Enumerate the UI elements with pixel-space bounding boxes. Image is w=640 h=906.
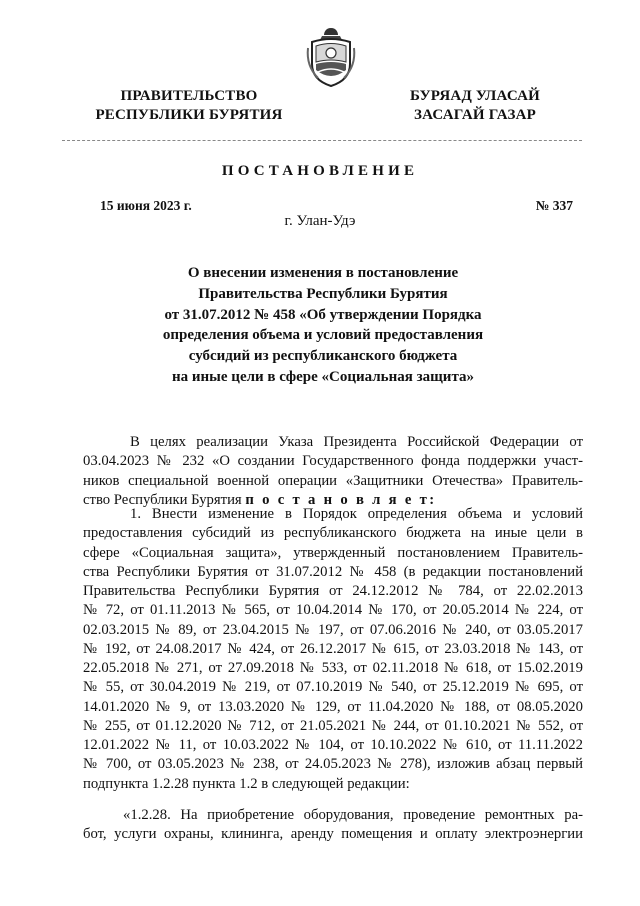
title-line: О внесении изменения в постановление bbox=[187, 265, 459, 281]
text-line: № 55, от 30.04.2019 № 219, от 07.10.2019 № 540, от 25.12.2019 № 695, от bbox=[83, 679, 583, 696]
text-line: ства Республики Бурятия от 31.07.2012 № 458 (в редакции постановлений bbox=[83, 563, 583, 580]
document-type: ПОСТАНОВЛЕНИЕ bbox=[221, 163, 419, 179]
org-line: ЗАСАГАЙ ГАЗАР bbox=[414, 107, 536, 123]
text-line: № 255, от 01.12.2020 № 712, от 21.05.2021 № 244, от 01.10.2021 № 552, от bbox=[83, 717, 583, 734]
item-1-paragraph bbox=[83, 505, 583, 794]
government-name-russian bbox=[84, 87, 294, 125]
text-line: Правительства Республики Бурятия от 24.12.2012 № 784, от 22.02.2013 bbox=[83, 583, 583, 599]
text-line: 12.01.2022 № 11, от 10.03.2022 № 104, от 10.10.2022 № 610, от 11.11.2022 bbox=[83, 737, 583, 753]
document-number: № 337 bbox=[535, 198, 573, 213]
government-name-buryat bbox=[390, 87, 560, 125]
text-line: бот, услуги охраны, клининга, аренду помещения и оплату электроэнергии bbox=[83, 826, 583, 843]
text-fragment: ство Республики Бурятия bbox=[83, 491, 246, 508]
text-line: 22.05.2018 № 271, от 27.09.2018 № 533, от 02.11.2018 № 618, от 15.02.2019 bbox=[83, 660, 583, 676]
document-title bbox=[80, 263, 566, 388]
text-line: подпункта 1.2.28 пункта 1.2 в следующей редакции: bbox=[83, 775, 410, 792]
preamble-paragraph bbox=[83, 433, 583, 510]
text-line: 02.03.2015 № 89, от 23.04.2015 № 197, от 07.06.2016 № 240, от 03.05.2017 bbox=[83, 621, 583, 638]
org-line: РЕСПУБЛИКИ БУРЯТИЯ bbox=[95, 107, 283, 123]
title-line: на иные цели в сфере «Социальная защита» bbox=[172, 368, 474, 385]
text-line: предоставления субсидий из республиканского бюджета на иные цели в bbox=[83, 525, 583, 542]
text-line: «1.2.28. На приобретение оборудования, проведение ремонтных ра- bbox=[123, 807, 583, 823]
coat-of-arms-emblem bbox=[304, 26, 358, 88]
text-line: № 192, от 24.08.2017 № 424, от 26.12.2017 № 615, от 23.03.2018 № 143, от bbox=[83, 640, 583, 657]
title-line: субсидий из республиканского бюджета bbox=[188, 348, 458, 365]
text-line: № 72, от 01.11.2013 № 565, от 10.04.2014 № 170, от 20.05.2014 № 224, от bbox=[83, 602, 583, 619]
document-city: г. Улан-Удэ bbox=[284, 213, 356, 229]
quoted-amendment bbox=[83, 806, 583, 845]
text-line: 03.04.2023 № 232 «О создании Государственного фонда поддержки участ- bbox=[83, 453, 583, 470]
text-line: № 700, от 03.05.2023 № 238, от 24.05.2023 № 278), изложив абзац первый bbox=[83, 756, 583, 773]
text-line: 14.01.2020 № 9, от 13.03.2020 № 129, от 11.04.2020 № 188, от 08.05.2020 bbox=[83, 698, 583, 715]
text-line: ников специальной военной операции «Защитники Отечества» Правитель- bbox=[83, 472, 583, 489]
spaced-verb: п о с т а н о в л я е т: bbox=[245, 491, 437, 508]
title-line: Правительства Республики Бурятия bbox=[198, 285, 448, 302]
org-line: БУРЯАД УЛАСАЙ bbox=[409, 88, 541, 104]
org-line: ПРАВИТЕЛЬСТВО bbox=[120, 88, 258, 104]
header-divider bbox=[62, 140, 582, 141]
text-line: сфере «Социальная защита», утвержденный постановлением Правитель- bbox=[83, 544, 583, 561]
document-date: 15 июня 2023 г. bbox=[100, 198, 192, 213]
title-line: определения объема и условий предоставления bbox=[162, 327, 484, 344]
text-line: В целях реализации Указа Президента Российской Федерации от bbox=[130, 434, 583, 450]
text-line: 1. Внести изменение в Порядок определения объема и условий bbox=[130, 506, 583, 522]
title-line: от 31.07.2012 № 458 «Об утверждении Порядка bbox=[164, 306, 482, 323]
